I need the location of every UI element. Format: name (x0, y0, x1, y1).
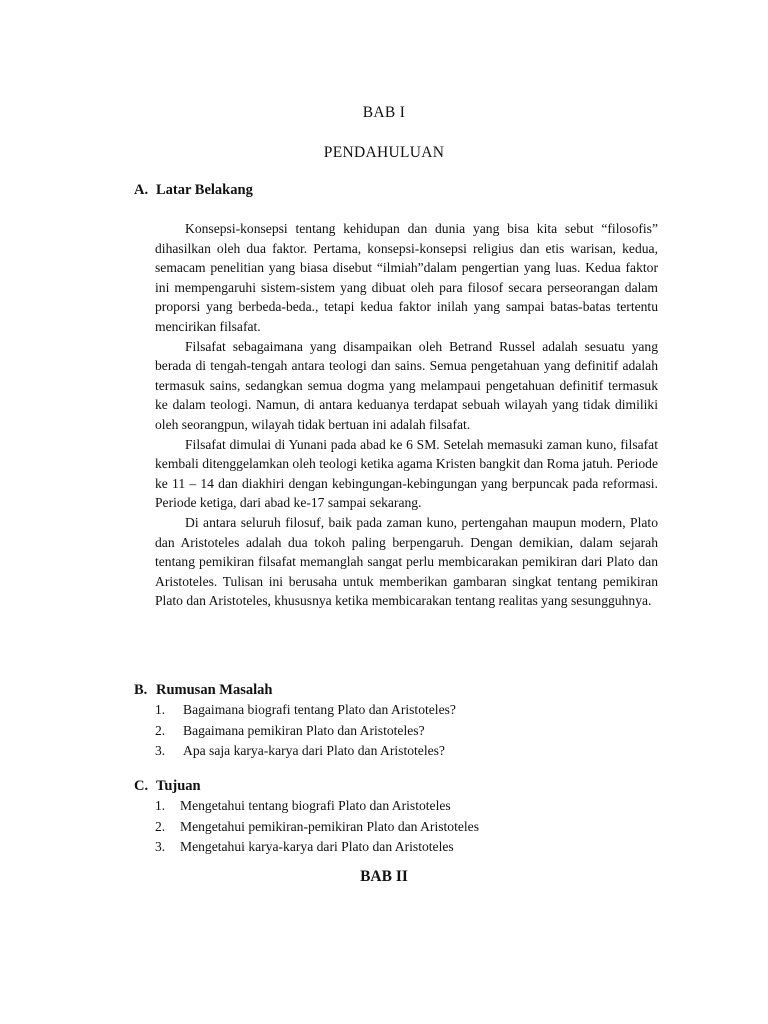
list-number: 3. (155, 743, 166, 758)
section-a-body (155, 219, 658, 611)
list-text: Bagaimana biografi tentang Plato dan Aristoteles? (183, 702, 456, 717)
list-text: Mengetahui karya-karya dari Plato dan Aristoteles (180, 839, 454, 854)
list-item (155, 741, 658, 762)
list-item (155, 700, 658, 721)
list-text: Bagaimana pemikiran Plato dan Aristoteles? (183, 722, 425, 738)
paragraph: Di antara seluruh filosuf, baik pada zaman kuno, pertengahan maupun modern, Plato dan Aristoteles adalah dua tokoh paling berpengaruh. Dengan demikian, dalam sejarah tentang pemikiran filsafat memanglah sangat perlu membicarakan pemikiran dari Plato dan Aristoteles. Tulisan ini berusaha untuk memberikan gambaran singkat tentang pemikiran Plato dan Aristoteles, khususnya ketika membicarakan tentang realitas yang sesungguhnya. (155, 514, 658, 609)
section-b-letter: B. (134, 682, 148, 698)
section-b-heading (134, 682, 272, 699)
section-a-letter: A. (134, 182, 149, 198)
section-c-list (155, 796, 658, 858)
list-item (155, 796, 658, 817)
section-b-title: Rumusan Masalah (156, 682, 273, 698)
section-c-title: Tujuan (156, 778, 201, 794)
list-text: Mengetahui tentang biografi Plato dan Aristoteles (180, 798, 451, 813)
paragraph: Filsafat sebagaimana yang disampaikan oleh Betrand Russel adalah sesuatu yang berada di tengah-tengah antara teologi dan sains. Semua pengetahuan yang definitif adalah termasuk sains, sedangkan semua dogma yang melampaui pengetahuan definitif termasuk ke dalam teologi. Namun, di antara keduanya terdapat sebuah wilayah yang tidak dimiliki oleh seorangpun, wilayah tidak bertuan ini adalah filsafat. (155, 338, 658, 432)
list-item (155, 837, 658, 858)
list-number: 3. (155, 839, 166, 854)
paragraph: Filsafat dimulai di Yunani pada abad ke 6 SM. Setelah memasuki zaman kuno, filsafat kembali ditenggelamkan oleh teologi ketika agama Kristen bangkit dan Roma jatuh. Periode ke 11 – 14 dan diakhiri dengan kebingungan-kebingungan yang berpuncak pada reformasi. Periode ketiga, dari abad ke-17 sampai sekarang. (155, 436, 658, 511)
next-chapter-title: BAB II (360, 868, 408, 885)
list-item (155, 721, 658, 742)
list-item (155, 817, 658, 838)
list-text: Apa saja karya-karya dari Plato dan Aristoteles? (183, 743, 445, 758)
section-a-heading (134, 182, 253, 199)
chapter-subtitle: PENDAHULUAN (323, 144, 445, 161)
list-number: 2. (155, 722, 166, 738)
list-number: 1. (155, 702, 166, 717)
list-number: 2. (155, 818, 166, 834)
list-number: 1. (155, 798, 166, 813)
paragraph: Konsepsi-konsepsi tentang kehidupan dan dunia yang bisa kita sebut “filosofis” dihasilkan oleh dua faktor. Pertama, konsepsi-konsepsi religius dan etis warisan, kedua, semacam penelitian yang biasa disebut “ilmiah”dalam pengertian yang luas. Kedua faktor ini mempengaruhi sistem-sistem yang dibuat oleh para filosof secara perseorangan dalam proporsi yang berbeda-beda., tetapi kedua faktor inilah yang sampai batas-batas tertentu mencirikan filsafat. (155, 221, 658, 334)
section-c-letter: C. (134, 778, 149, 794)
section-a-title: Latar Belakang (156, 182, 253, 198)
section-c-heading (134, 778, 201, 795)
list-text: Mengetahui pemikiran-pemikiran Plato dan Aristoteles (180, 818, 479, 834)
section-b-list (155, 700, 658, 762)
chapter-title: BAB I (362, 104, 406, 121)
